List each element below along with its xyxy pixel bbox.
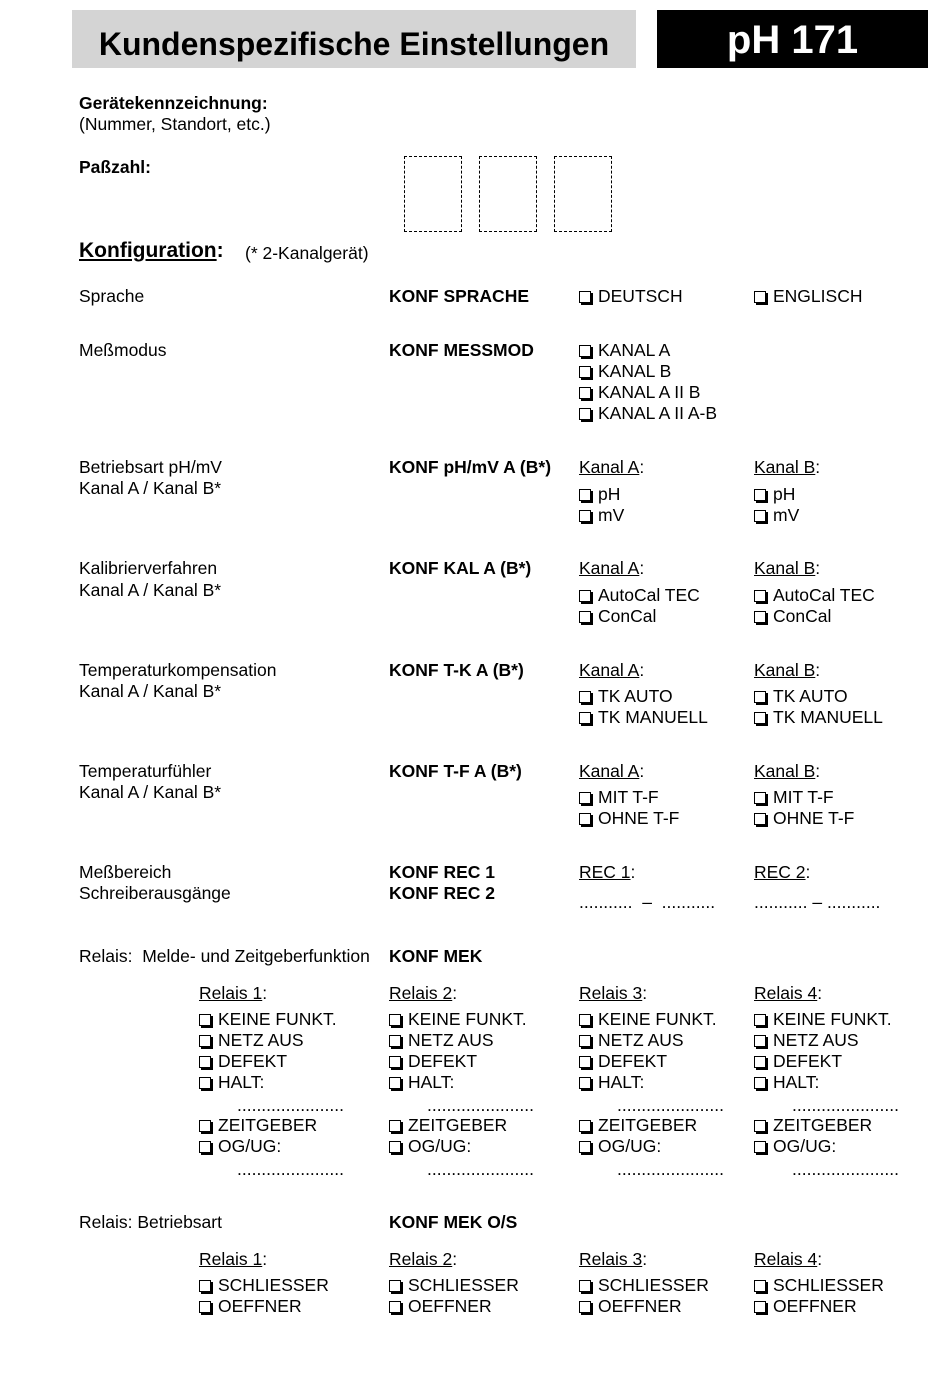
konfiguration-title: Konfiguration [79,239,217,262]
heading-text: Relais 1 [199,983,263,1003]
heading-colon: : [452,1249,458,1269]
option-label: OHNE T-F [773,808,855,828]
checkbox[interactable] [754,813,766,825]
relais-option[interactable] [579,1030,684,1052]
option-label: MIT T-F [773,787,834,807]
heading-colon: : [817,1249,823,1269]
sprache-code: KONF SPRACHE [389,286,530,306]
relais-option[interactable] [199,1051,287,1073]
checkbox[interactable] [754,712,766,724]
passzahl-digit-box[interactable] [554,156,612,232]
relais-option[interactable] [754,1051,842,1073]
checkbox[interactable] [754,691,766,703]
relais-option[interactable] [389,1275,519,1297]
option-kanal-b[interactable] [579,361,671,383]
heading-text: Relais 4 [754,1249,818,1269]
heading-colon: : [639,660,645,680]
relais-heading [199,1249,267,1271]
heading-text: REC 1 [579,862,631,882]
ogug-value-field[interactable]: ...................... [427,1159,534,1179]
heading-colon: : [262,983,268,1003]
model-badge: pH 171 [657,10,928,68]
checkbox[interactable] [579,1077,591,1089]
option-label: AutoCal TEC [598,585,700,605]
relais-heading [754,1249,822,1271]
relais-option[interactable] [579,1136,661,1158]
option-label: KANAL A [598,340,671,360]
relais-option[interactable] [199,1275,329,1297]
checkbox[interactable] [754,1141,766,1153]
relais-option[interactable] [389,1009,527,1031]
checkbox[interactable] [199,1077,211,1089]
option-tk-manuell-a[interactable] [579,707,708,729]
checkbox[interactable] [199,1014,211,1026]
checkbox[interactable] [754,291,766,303]
checkbox[interactable] [579,792,591,804]
option-label: OHNE T-F [598,808,680,828]
checkbox[interactable] [754,611,766,623]
checkbox[interactable] [579,291,591,303]
relais-mek-code: KONF MEK [389,946,483,966]
heading-text: Relais 3 [579,1249,643,1269]
option-mit-tf-a[interactable] [579,787,659,809]
option-label: NETZ AUS [773,1030,859,1050]
relais-option[interactable] [199,1296,302,1318]
heading-text: Relais 3 [579,983,643,1003]
kanal-a-heading [579,457,644,479]
option-label: pH [773,484,796,504]
heading-text: Kanal B [754,761,816,781]
option-label: SCHLIESSER [408,1275,519,1295]
option-ohne-tf-a[interactable] [579,808,679,830]
option-englisch[interactable] [754,286,862,308]
option-label: DEFEKT [408,1051,478,1071]
relais-option[interactable] [754,1296,857,1318]
option-label: ZEITGEBER [408,1115,508,1135]
option-label: MIT T-F [598,787,659,807]
checkbox[interactable] [199,1141,211,1153]
relais-option[interactable] [199,1009,337,1031]
relais-option[interactable] [389,1072,454,1094]
heading-text: Kanal B [754,660,816,680]
option-tk-auto-b[interactable] [754,686,848,708]
tempfuehler-sublabel: Kanal A / Kanal B* [79,782,222,802]
relais-option[interactable] [579,1009,717,1031]
option-label: TK AUTO [773,686,848,706]
halt-value-field[interactable]: ...................... [617,1095,724,1115]
checkbox[interactable] [579,408,591,420]
passzahl-digit-box[interactable] [479,156,537,232]
option-ph-a[interactable] [579,484,620,506]
rec1-range-field[interactable]: ........... – ........... [579,892,716,912]
checkbox[interactable] [579,1056,591,1068]
option-label: OG/UG: [598,1136,662,1156]
checkbox[interactable] [579,1035,591,1047]
checkbox[interactable] [579,1301,591,1313]
option-label: TK AUTO [598,686,673,706]
kanal-a-heading [579,660,644,682]
relais-option[interactable] [199,1030,304,1052]
option-label: KEINE FUNKT. [408,1009,527,1029]
heading-text: REC 2 [754,862,806,882]
relais-option[interactable] [754,1030,859,1052]
option-label: HALT: [218,1072,265,1092]
checkbox[interactable] [579,1120,591,1132]
option-label: DEFEKT [773,1051,843,1071]
option-label: HALT: [408,1072,455,1092]
konfiguration-colon: : [216,239,224,262]
relais-heading [199,983,267,1005]
checkbox[interactable] [579,489,591,501]
passzahl-digit-box[interactable] [404,156,462,232]
relais-heading [754,983,822,1005]
kanal-b-heading [754,660,820,682]
betriebsart-sublabel: Kanal A / Kanal B* [79,478,222,498]
messbereich-sublabel: Schreiberausgänge [79,883,231,903]
relais-option[interactable] [579,1115,697,1137]
rec1-heading [579,862,635,884]
rec2-code: KONF REC 2 [389,883,495,903]
option-label: KANAL A II A-B [598,403,717,423]
heading-colon: : [805,862,811,882]
option-label: KEINE FUNKT. [773,1009,892,1029]
heading-text: Kanal A [579,660,640,680]
option-label: TK MANUELL [598,707,708,727]
option-label: DEUTSCH [598,286,683,306]
betriebsart-label: Betriebsart pH/mV [79,457,222,477]
checkbox[interactable] [579,590,591,602]
relais-option[interactable] [579,1072,644,1094]
checkbox[interactable] [579,1280,591,1292]
heading-text: Relais 2 [389,983,453,1003]
checkbox[interactable] [579,366,591,378]
relais-option[interactable] [389,1051,477,1073]
heading-colon: : [630,862,636,882]
option-ohne-tf-b[interactable] [754,808,854,830]
relais-option[interactable] [579,1051,667,1073]
option-label: NETZ AUS [598,1030,684,1050]
checkbox[interactable] [579,813,591,825]
option-ph-b[interactable] [754,484,795,506]
option-kanal-a-ii-a-b[interactable] [579,403,717,425]
relais-os-label: Relais: Betriebsart [79,1212,222,1232]
heading-colon: : [639,761,645,781]
option-label: OEFFNER [773,1296,857,1316]
betriebsart-code: KONF pH/mV A (B*) [389,457,552,477]
heading-colon: : [262,1249,268,1269]
option-label: ZEITGEBER [218,1115,318,1135]
relais-option[interactable] [754,1136,836,1158]
heading-colon: : [642,1249,648,1269]
option-mit-tf-b[interactable] [754,787,834,809]
heading-colon: : [642,983,648,1003]
messmodus-label: Meßmodus [79,340,167,360]
relais-mek-label: Relais: Melde- und Zeitgeberfunktion [79,946,370,966]
checkbox[interactable] [754,1301,766,1313]
option-label: SCHLIESSER [773,1275,884,1295]
geraet-label: Gerätekennzeichnung: [79,93,268,113]
option-label: OG/UG: [218,1136,282,1156]
checkbox[interactable] [754,1120,766,1132]
option-kanal-a[interactable] [579,340,670,362]
heading-colon: : [815,761,821,781]
checkbox[interactable] [389,1301,401,1313]
heading-text: Relais 2 [389,1249,453,1269]
option-label: mV [773,505,800,525]
option-label: NETZ AUS [218,1030,304,1050]
option-label: mV [598,505,625,525]
option-label: HALT: [598,1072,645,1092]
tempfuehler-label: Temperaturfühler [79,761,212,781]
heading-text: Kanal A [579,761,640,781]
relais-option[interactable] [579,1275,709,1297]
option-tk-manuell-b[interactable] [754,707,883,729]
geraet-sub: (Nummer, Standort, etc.) [79,114,271,134]
kanal-b-heading [754,558,820,580]
option-label: ZEITGEBER [598,1115,698,1135]
checkbox[interactable] [754,489,766,501]
heading-text: Relais 4 [754,983,818,1003]
checkbox[interactable] [389,1141,401,1153]
option-mv-b[interactable] [754,505,799,527]
option-label: SCHLIESSER [218,1275,329,1295]
tempkomp-label: Temperaturkompensation [79,660,277,680]
rec2-range-field[interactable]: ........... – ........... [754,892,881,912]
kanal-a-heading [579,761,644,783]
checkbox[interactable] [754,792,766,804]
checkbox[interactable] [199,1120,211,1132]
kalibrier-label: Kalibrierverfahren [79,558,218,578]
kalibrier-sublabel: Kanal A / Kanal B* [79,580,222,600]
ogug-value-field[interactable]: ...................... [792,1159,899,1179]
checkbox[interactable] [389,1077,401,1089]
checkbox[interactable] [754,1280,766,1292]
option-label: KANAL B [598,361,672,381]
checkbox[interactable] [754,1056,766,1068]
relais-option[interactable] [754,1072,819,1094]
relais-option[interactable] [199,1115,317,1137]
checkbox[interactable] [754,590,766,602]
checkbox[interactable] [199,1280,211,1292]
messmodus-code: KONF MESSMOD [389,340,534,360]
option-label: KANAL A II B [598,382,701,402]
page-title: Kundenspezifische Einstellungen [72,10,636,68]
option-label: NETZ AUS [408,1030,494,1050]
option-label: OEFFNER [598,1296,682,1316]
ogug-value-field[interactable]: ...................... [237,1159,344,1179]
option-label: OEFFNER [408,1296,492,1316]
checkbox[interactable] [579,1141,591,1153]
halt-value-field[interactable]: ...................... [427,1095,534,1115]
heading-colon: : [815,457,821,477]
option-label: OEFFNER [218,1296,302,1316]
option-concal-a[interactable] [579,606,656,628]
option-tk-auto-a[interactable] [579,686,673,708]
option-label: ConCal [598,606,657,626]
checkbox[interactable] [389,1120,401,1132]
halt-value-field[interactable]: ...................... [237,1095,344,1115]
tempkomp-sublabel: Kanal A / Kanal B* [79,681,222,701]
option-label: ZEITGEBER [773,1115,873,1135]
relais-option[interactable] [754,1275,884,1297]
checkbox[interactable] [199,1056,211,1068]
option-mv-a[interactable] [579,505,624,527]
option-autocal-a[interactable] [579,585,700,607]
kalibrier-code: KONF KAL A (B*) [389,558,532,578]
heading-colon: : [815,660,821,680]
checkbox[interactable] [579,712,591,724]
checkbox[interactable] [579,611,591,623]
heading-colon: : [639,457,645,477]
heading-colon: : [452,983,458,1003]
option-concal-b[interactable] [754,606,831,628]
checkbox[interactable] [389,1014,401,1026]
relais-option[interactable] [389,1115,507,1137]
relais-option[interactable] [199,1136,281,1158]
heading-colon: : [639,558,645,578]
heading-text: Kanal A [579,558,640,578]
option-label: DEFEKT [218,1051,288,1071]
tempkomp-code: KONF T-K A (B*) [389,660,524,680]
kanal-a-heading [579,558,644,580]
option-label: HALT: [773,1072,820,1092]
option-label: DEFEKT [598,1051,668,1071]
option-label: SCHLIESSER [598,1275,709,1295]
konfiguration-note: (* 2-Kanalgerät) [245,243,369,263]
checkbox[interactable] [579,345,591,357]
option-deutsch[interactable] [579,286,683,308]
heading-text: Kanal A [579,457,640,477]
rec2-heading [754,862,810,884]
tempfuehler-code: KONF T-F A (B*) [389,761,522,781]
checkbox[interactable] [389,1280,401,1292]
relais-option[interactable] [579,1296,682,1318]
relais-os-code: KONF MEK O/S [389,1212,518,1232]
heading-colon: : [815,558,821,578]
checkbox[interactable] [389,1056,401,1068]
heading-text: Relais 1 [199,1249,263,1269]
option-label: ConCal [773,606,832,626]
relais-option[interactable] [754,1115,872,1137]
option-label: OG/UG: [773,1136,837,1156]
option-label: AutoCal TEC [773,585,875,605]
checkbox[interactable] [754,1014,766,1026]
relais-option[interactable] [389,1030,494,1052]
relais-heading [579,983,647,1005]
option-label: KEINE FUNKT. [218,1009,337,1029]
sprache-label: Sprache [79,286,145,306]
relais-heading [389,1249,457,1271]
halt-value-field[interactable]: ...................... [792,1095,899,1115]
option-label: KEINE FUNKT. [598,1009,717,1029]
option-label: pH [598,484,621,504]
checkbox[interactable] [754,1035,766,1047]
messbereich-label: Meßbereich [79,862,172,882]
checkbox[interactable] [199,1035,211,1047]
option-kanal-a-ii-b[interactable] [579,382,700,404]
option-label: OG/UG: [408,1136,472,1156]
checkbox[interactable] [754,1077,766,1089]
ogug-value-field[interactable]: ...................... [617,1159,724,1179]
option-label: TK MANUELL [773,707,883,727]
checkbox[interactable] [199,1301,211,1313]
checkbox[interactable] [389,1035,401,1047]
heading-colon: : [817,983,823,1003]
heading-text: Kanal B [754,457,816,477]
relais-heading [579,1249,647,1271]
checkbox[interactable] [754,510,766,522]
kanal-b-heading [754,761,820,783]
relais-option[interactable] [199,1072,264,1094]
relais-heading [389,983,457,1005]
relais-option[interactable] [389,1296,492,1318]
option-label: ENGLISCH [773,286,863,306]
checkbox[interactable] [579,1014,591,1026]
konfiguration-heading [79,239,224,263]
relais-option[interactable] [754,1009,892,1031]
rec1-code: KONF REC 1 [389,862,495,882]
heading-text: Kanal B [754,558,816,578]
kanal-b-heading [754,457,820,479]
relais-option[interactable] [389,1136,471,1158]
option-autocal-b[interactable] [754,585,875,607]
checkbox[interactable] [579,510,591,522]
checkbox[interactable] [579,387,591,399]
checkbox[interactable] [579,691,591,703]
passzahl-label: Paßzahl: [79,157,151,177]
